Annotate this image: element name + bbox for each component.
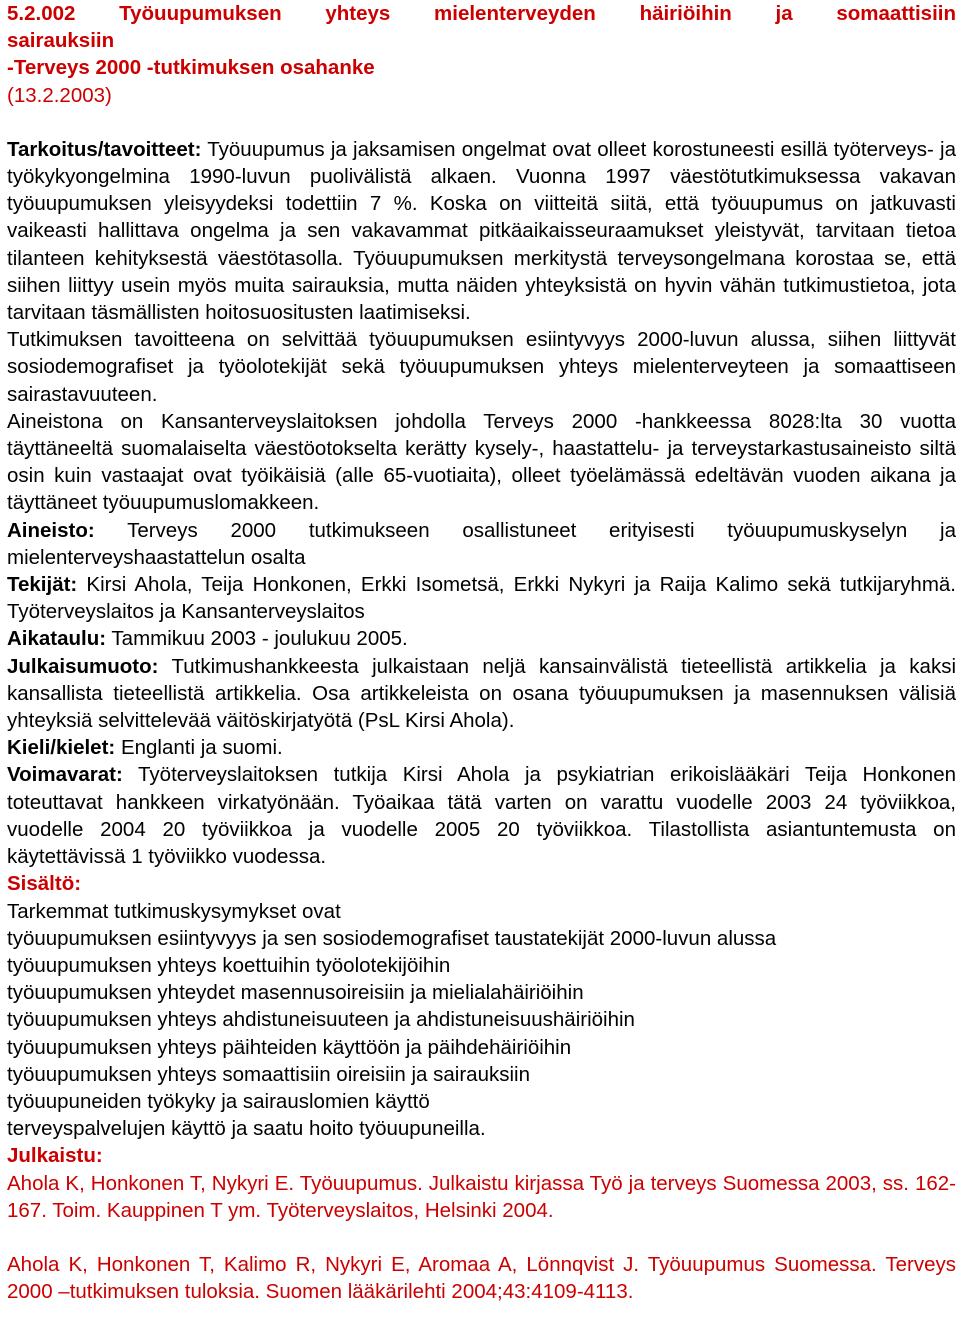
reference-2: Ahola K, Honkonen T, Kalimo R, Nykyri E, Aromaa A, Lönnqvist J. Työuupumus Suomessa. Terveys 2000 –tutkimuksen tuloksia. Suomen lääkärilehti 2004;43:4109-4113. <box>7 1252 956 1304</box>
content-label: Sisältö: <box>7 872 82 896</box>
content-intro: Tarkemmat tutkimuskysymykset ovat <box>7 899 341 923</box>
reference-1: Ahola K, Honkonen T, Nykyri E. Työuupumus. Julkaistu kirjassa Työ ja terveys Suomessa 2003, ss. 162-167. Toim. Kauppinen T ym. Työterveyslaitos, Helsinki 2004. <box>7 1171 956 1222</box>
project-title <box>7 0 956 54</box>
project-title-line2: sairauksiin <box>7 29 115 53</box>
publication-form-label: Julkaisumuoto: <box>7 654 159 678</box>
resources-label: Voimavarat: <box>7 763 123 787</box>
schedule-text: Tammikuu 2003 - joulukuu 2005. <box>106 627 408 651</box>
list-item: työuupumuksen yhteys päihteiden käyttöön ja päihdehäiriöihin <box>7 1035 572 1059</box>
purpose-paragraph <box>7 136 956 326</box>
resources-paragraph <box>7 761 956 870</box>
project-date: (13.2.2003) <box>7 83 112 107</box>
list-item: työuupumuksen yhteys somaattisiin oireisiin ja sairauksiin <box>7 1062 530 1086</box>
material-label: Aineisto: <box>7 518 95 542</box>
purpose-label: Tarkoitus/tavoitteet: <box>7 137 202 161</box>
authors-text: Kirsi Ahola, Teija Honkonen, Erkki Isometsä, Erkki Nykyri ja Raija Kalimo sekä tutkijaryhmä. Työterveyslaitos ja Kansanterveyslaitos <box>7 573 956 624</box>
published-label: Julkaistu: <box>7 1144 103 1168</box>
publication-form-text: Tutkimushankkeesta julkaistaan neljä kansainvälistä tieteellistä artikkelia ja kaksi kansallista tieteellistä artikkelia. Osa artikkeleista on osana työuupumuksen ja masennuksen välisiä yhteyksiä selvittelevää väitöskirjatyötä (PsL Kirsi Ahola). <box>7 654 956 733</box>
schedule-label: Aikataulu: <box>7 627 107 651</box>
material-text: Terveys 2000 tutkimukseen osallistuneet erityisesti työuupumuskyselyn ja mielenterveyshaastattelun osalta <box>7 518 956 569</box>
research-questions-list <box>7 925 956 1143</box>
list-item: työuupuneiden työkyky ja sairauslomien käyttö <box>7 1089 430 1113</box>
languages-text: Englanti ja suomi. <box>115 736 283 760</box>
goal-paragraph: Tutkimuksen tavoitteena on selvittää työuupumuksen esiintyvyys 2000-luvun alussa, siihen liittyvät sosiodemografiset ja työolotekijät sekä työuupumuksen yhteys mielenterveyteen ja somaattiseen sairastavuuteen. <box>7 328 956 406</box>
publication-form-paragraph <box>7 653 956 735</box>
purpose-text: Työuupumus ja jaksamisen ongelmat ovat olleet korostuneesti esillä työterveys- ja työkykyongelmina 1990-luvun puolivälistä alkaen. Vuonna 1997 väestötutkimuksessa vakavan työuupumuksen yleisyydeksi todettiin 7 %. Koska on viitteitä siitä, että työuupumus on jatkuvasti vaikeasti hallittava ongelma ja sen vakavammat pitkäaikaisseuraamukset yleistyvät, tarvitaan tietoa tilanteen kehityksestä väestötasolla. Työuupumuksen merkitystä terveysongelmana korostaa se, että siihen liittyy usein myös muita sairauksia, mutta näiden yhteyksistä on hyvin vähän tutkimustietoa, jota tarvitaan täsmällisten hoitosuositusten laatimiseksi. <box>7 137 956 325</box>
list-item: työuupumuksen esiintyvyys ja sen sosiodemografiset taustatekijät 2000-luvun alussa <box>7 926 777 950</box>
list-item: työuupumuksen yhteys ahdistuneisuuteen ja ahdistuneisuushäiriöihin <box>7 1008 635 1032</box>
schedule-paragraph <box>7 625 956 652</box>
project-title-line1: 5.2.002 Työuupumuksen yhteys mielenterveyden häiriöihin ja somaattisiin <box>7 2 956 25</box>
resources-text: Työterveyslaitoksen tutkija Kirsi Ahola ja psykiatrian erikoislääkäri Teija Honkonen toteuttavat hankkeen virkatyönään. Työaikaa tätä varten on varattu vuodelle 2003 24 työviikkoa, vuodelle 2004 20 työviikkoa ja vuodelle 2005 20 työviikkoa. Tilastollista asiantuntemusta on käytettävissä 1 työviikko vuodessa. <box>7 763 956 869</box>
list-item: terveyspalvelujen käyttö ja saatu hoito työuupuneilla. <box>7 1117 486 1141</box>
languages-paragraph <box>7 734 956 761</box>
authors-label: Tekijät: <box>7 573 78 597</box>
list-item: työuupumuksen yhteydet masennusoireisiin ja mielialahäiriöihin <box>7 981 584 1005</box>
authors-paragraph <box>7 571 956 625</box>
project-subtitle: -Terveys 2000 -tutkimuksen osahanke <box>7 56 375 80</box>
languages-label: Kieli/kielet: <box>7 736 116 760</box>
data-description-paragraph: Aineistona on Kansanterveyslaitoksen johdolla Terveys 2000 -hankkeessa 8028:lta 30 vuotta täyttäneeltä suomalaiselta väestöotokselta kerätty kysely-, haastattelu- ja terveystarkastusaineisto siltä osin kuin vastaajat ovat työikäisiä (alle 65-vuotiaita), olleet työelämässä edeltävän vuoden aikana ja täyttäneet työuupumuslomakkeen. <box>7 409 956 515</box>
spacer <box>7 109 956 136</box>
list-item: työuupumuksen yhteys koettuihin työolotekijöihin <box>7 953 451 977</box>
material-paragraph <box>7 517 956 571</box>
spacer <box>7 1224 956 1251</box>
